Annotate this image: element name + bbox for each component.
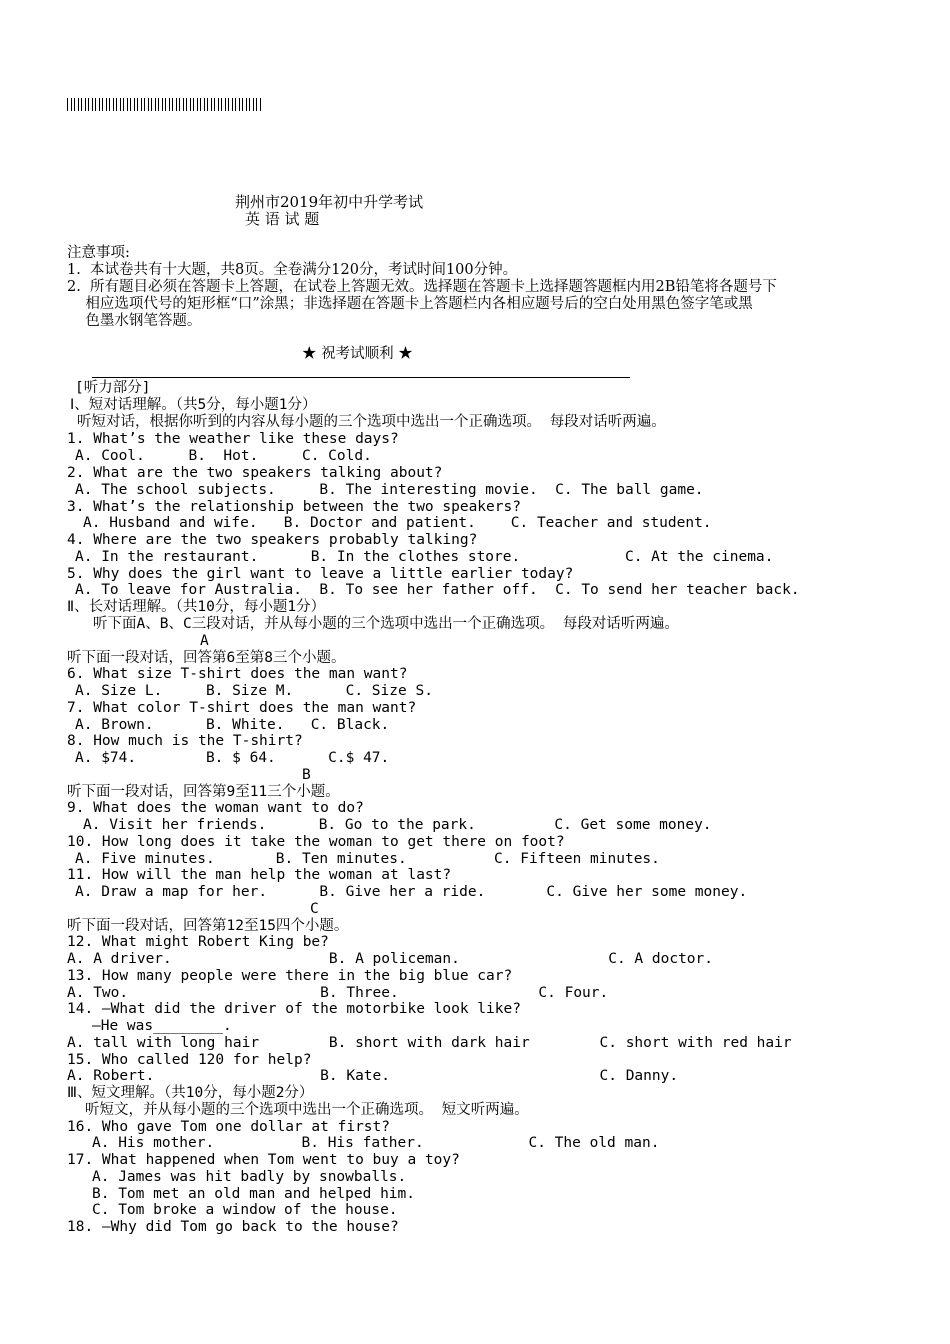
- exam-line: A. Husband and wife. B. Doctor and patient. C. Teacher and student.: [83, 515, 712, 531]
- exam-line: A. Two. B. Three. C. Four.: [67, 985, 609, 1001]
- barcode-strip: [67, 98, 262, 111]
- exam-line: 听下面一段对话，回答第9至11三个小题。: [67, 784, 340, 800]
- exam-line: A. Size L. B. Size M. C. Size S.: [75, 683, 433, 699]
- exam-line: A. The school subjects. B. The interesting movie. C. The ball game.: [75, 482, 704, 498]
- notes-item-1: 1. 本试卷共有十大题，共8页。全卷满分120分，考试时间100分钟。: [67, 262, 518, 278]
- exam-subtitle: 英 语 试 题: [245, 210, 320, 228]
- exam-line: 12. What might Robert King be?: [67, 934, 329, 950]
- exam-line: 听短对话，根据你听到的内容从每小题的三个选项中选出一个正确选项。 每段对话听两遍。: [77, 414, 666, 430]
- exam-line: Ⅱ、长对话理解。（共10分，每小题1分）: [67, 599, 326, 615]
- exam-line: 9. What does the woman want to do?: [67, 800, 364, 816]
- exam-line: —He was________.: [92, 1018, 232, 1034]
- exam-line: Ⅲ、短文理解。（共10分，每小题2分）: [67, 1085, 314, 1101]
- exam-line: 10. How long does it take the woman to get there on foot?: [67, 834, 565, 850]
- exam-line: A. tall with long hair B. short with dark hair C. short with red hair: [67, 1035, 792, 1051]
- exam-line: 7. What color T-shirt does the man want?: [67, 700, 417, 716]
- divider-rule: [92, 377, 630, 378]
- exam-line: A. A driver. B. A policeman. C. A doctor.: [67, 951, 714, 967]
- exam-line: 听下面A、B、C三段对话，并从每小题的三个选项中选出一个正确选项。 每段对话听两遍。: [93, 616, 679, 632]
- exam-line: Ⅰ、短对话理解。（共5分，每小题1分）: [70, 397, 317, 413]
- notes-heading: 注意事项:: [67, 245, 130, 261]
- exam-line: A. To leave for Australia. B. To see her father off. C. To send her teacher back.: [75, 582, 800, 598]
- notes-item-2-end: 色墨水钢笔答题。: [67, 313, 202, 329]
- blessing-line: ★ 祝考试顺利 ★: [302, 346, 413, 362]
- exam-line: C. Tom broke a window of the house.: [92, 1202, 398, 1218]
- exam-line: A. Visit her friends. B. Go to the park. C. Get some money.: [83, 817, 712, 833]
- exam-line: A. $74. B. $ 64. C.$ 47.: [75, 750, 390, 766]
- exam-line: A. In the restaurant. B. In the clothes store. C. At the cinema.: [75, 549, 774, 565]
- exam-line: [听力部分]: [75, 380, 151, 396]
- exam-line: A. His mother. B. His father. C. The old man.: [92, 1135, 660, 1151]
- exam-line: 听下面一段对话，回答第6至第8三个小题。: [67, 650, 346, 666]
- exam-line: 18. —Why did Tom go back to the house?: [67, 1219, 399, 1235]
- notes-item-2-cont: 相应选项代号的矩形框“口”涂黑；非选择题在答题卡上答题栏内各相应题号后的空白处用黑色签字笔或黑: [67, 296, 753, 312]
- exam-line: A. Five minutes. B. Ten minutes. C. Fifteen minutes.: [75, 851, 660, 867]
- exam-line: 16. Who gave Tom one dollar at first?: [67, 1119, 391, 1135]
- exam-line: A. Cool. B. Hot. C. Cold.: [75, 448, 372, 464]
- exam-line: C: [310, 901, 319, 917]
- notes-item-2: 2. 所有题目必须在答题卡上答题，在试卷上答题无效。选择题在答题卡上选择题答题框内用2B铅笔将各题号下: [67, 279, 777, 295]
- exam-line: 4. Where are the two speakers probably talking?: [67, 532, 478, 548]
- exam-line: A. Robert. B. Kate. C. Danny.: [67, 1068, 679, 1084]
- exam-line: 17. What happened when Tom went to buy a toy?: [67, 1152, 460, 1168]
- exam-line: 3. What’s the relationship between the two speakers?: [67, 499, 521, 515]
- exam-line: A. James was hit badly by snowballs.: [92, 1169, 407, 1185]
- exam-line: 14. —What did the driver of the motorbike look like?: [67, 1001, 521, 1017]
- exam-line: A. Brown. B. White. C. Black.: [75, 717, 390, 733]
- exam-line: 15. Who called 120 for help?: [67, 1052, 312, 1068]
- exam-line: 听短文，并从每小题的三个选项中选出一个正确选项。 短文听两遍。: [85, 1102, 529, 1118]
- exam-line: B: [302, 767, 311, 783]
- exam-line: 6. What size T-shirt does the man want?: [67, 666, 408, 682]
- exam-title: 荆州市2019年初中升学考试: [235, 193, 424, 211]
- exam-line: 2. What are the two speakers talking about?: [67, 465, 443, 481]
- exam-line: 13. How many people were there in the big blue car?: [67, 968, 513, 984]
- exam-line: A: [200, 633, 209, 649]
- exam-line: 听下面一段对话，回答第12至15四个小题。: [67, 918, 349, 934]
- exam-line: 5. Why does the girl want to leave a little earlier today?: [67, 566, 574, 582]
- exam-line: B. Tom met an old man and helped him.: [92, 1186, 416, 1202]
- exam-line: 11. How will the man help the woman at last?: [67, 867, 452, 883]
- exam-line: 8. How much is the T-shirt?: [67, 733, 303, 749]
- exam-line: 1. What’s the weather like these days?: [67, 431, 399, 447]
- exam-line: A. Draw a map for her. B. Give her a ride. C. Give her some money.: [75, 884, 748, 900]
